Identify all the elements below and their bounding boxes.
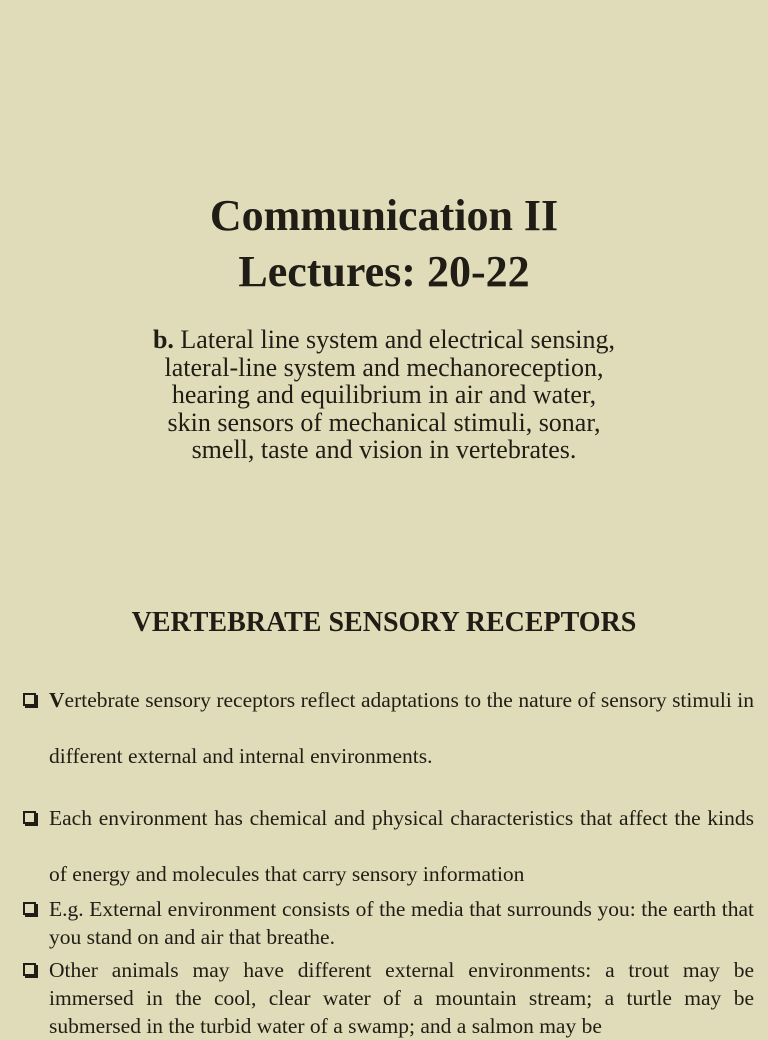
topics-line-1-text: Lateral line system and electrical sensing,: [173, 325, 616, 354]
bullet-text-2: Each environment has chemical and physical characteristics that affect the kinds of energy and molecules that carry sensory information: [49, 806, 754, 886]
bullet-text-4: Other animals may have different external environments: a trout may be immersed in the cool, clear water of a mountain stream; a turtle may be submersed in the turbid water of a swamp; and a salmon may be: [49, 958, 754, 1038]
topics-marker: b.: [152, 325, 174, 354]
topics-line-2: lateral-line system and mechanoreception,: [164, 352, 604, 382]
bullet-body-1: ertebrate sensory receptors reflect adaptations to the nature of sensory stimuli in different external and internal environments.: [49, 688, 754, 768]
topics-line-4: skin sensors of mechanical stimuli, sonar,: [167, 407, 601, 437]
title-line-2: Lectures: 20-22: [238, 247, 530, 296]
topics-line-3: hearing and equilibrium in air and water,: [171, 380, 597, 409]
bullet-text-3: E.g. External environment consists of the media that surrounds you: the earth that you stand on and air that breathe.: [49, 897, 754, 949]
checkbox-square-icon: [23, 811, 36, 824]
topics-line-1: [0, 326, 768, 354]
lecture-topics: [0, 326, 768, 464]
checkbox-square-icon: [23, 902, 36, 915]
bullet-item-4: [20, 956, 754, 1040]
document-title: [0, 188, 768, 300]
checkbox-square-icon: [23, 693, 36, 706]
bullet-text-1: [49, 672, 754, 784]
topics-line-5: smell, taste and vision in vertebrates.: [191, 435, 577, 464]
bullet-item-3: [20, 895, 754, 951]
checkbox-square-icon: [23, 963, 36, 976]
bullet-item-1: [20, 672, 754, 784]
bullet-item-2: [20, 790, 754, 902]
section-heading: VERTEBRATE SENSORY RECEPTORS: [131, 607, 637, 638]
bullet-lead-letter: V: [49, 688, 65, 712]
title-line-1: Communication II: [209, 191, 559, 240]
